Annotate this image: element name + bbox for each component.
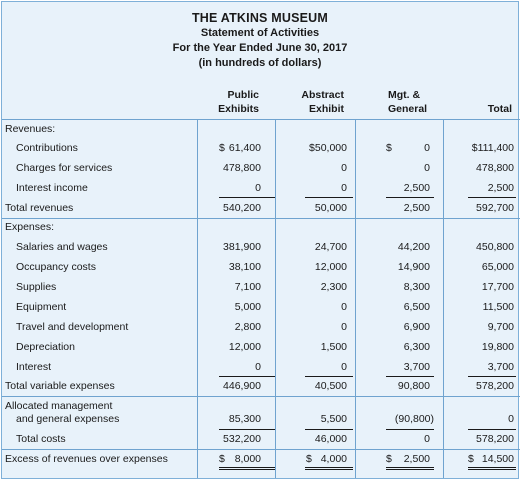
section-divider	[2, 449, 520, 450]
total-double-rule	[468, 467, 516, 470]
column-divider	[443, 119, 444, 478]
total-double-rule	[305, 467, 353, 470]
subtotal-rule	[219, 197, 275, 198]
total-double-rule	[219, 467, 275, 470]
subtotal-rule	[386, 197, 434, 198]
statement-panel: THE ATKINS MUSEUM Statement of Activities For the Year Ended June 30, 2017 (in hundreds of dollars) Public Exhibits Abstract Exhibit Mgt. & General Total Revenues: Contributions $ 61,400 $50,000 $ 0 $111,400 Charges for services 478,800 0 0 478,800 Interest income 0 0 2,500 2,500 Total revenues 540,200 50,000 2,500 592,700 Expenses: Salaries and wages 381,900 24,700 44,200 450,800 Occupancy costs 38,100 12,000 14,900 65,000 Supplies 7,100 2,300 8,300 17,700 Equipment 5,000 0 6,500 11,500 Travel and development 2,800 0 6,900 9,700 Depreciation 12,000 1,500 6,300 19,800 Interest 0 0 3,700 3,700 Total variable expenses 446,900 40,500 90,800 578,200 Allocated management and general expenses 85,300 5,500 (90,800) 0 Total costs 532,200 46,000 0 578,200 Excess of revenues over expenses $ 8,000 $ 4,000 $ 2,500 $ 14,500	[1, 1, 519, 479]
statement-title: Statement of Activities	[200, 27, 320, 39]
section-divider	[2, 218, 520, 219]
subtotal-rule	[468, 197, 516, 198]
statement-period: For the Year Ended June 30, 2017	[172, 42, 348, 54]
subtotal-rule	[468, 429, 516, 430]
column-divider	[275, 119, 276, 478]
subtotal-rule	[386, 429, 434, 430]
column-header-mgt-general: Mgt. & General	[388, 89, 428, 115]
subtotal-rule	[305, 376, 353, 377]
statement-units: (in hundreds of dollars)	[198, 57, 322, 69]
column-header-public-exhibits: Public Exhibits	[218, 89, 259, 115]
subtotal-rule	[219, 429, 275, 430]
statement-header	[2, 11, 518, 71]
column-divider	[197, 119, 198, 478]
section-divider	[2, 396, 520, 397]
subtotal-rule	[305, 429, 353, 430]
subtotal-rule	[219, 376, 275, 377]
total-double-rule	[386, 467, 434, 470]
column-header-abstract-exhibit: Abstract Exhibit	[301, 89, 344, 115]
column-divider	[355, 119, 356, 478]
column-header-total: Total	[487, 103, 512, 115]
subtotal-rule	[305, 197, 353, 198]
subtotal-rule	[468, 376, 516, 377]
organization-name: THE ATKINS MUSEUM	[191, 11, 329, 25]
subtotal-rule	[386, 376, 434, 377]
